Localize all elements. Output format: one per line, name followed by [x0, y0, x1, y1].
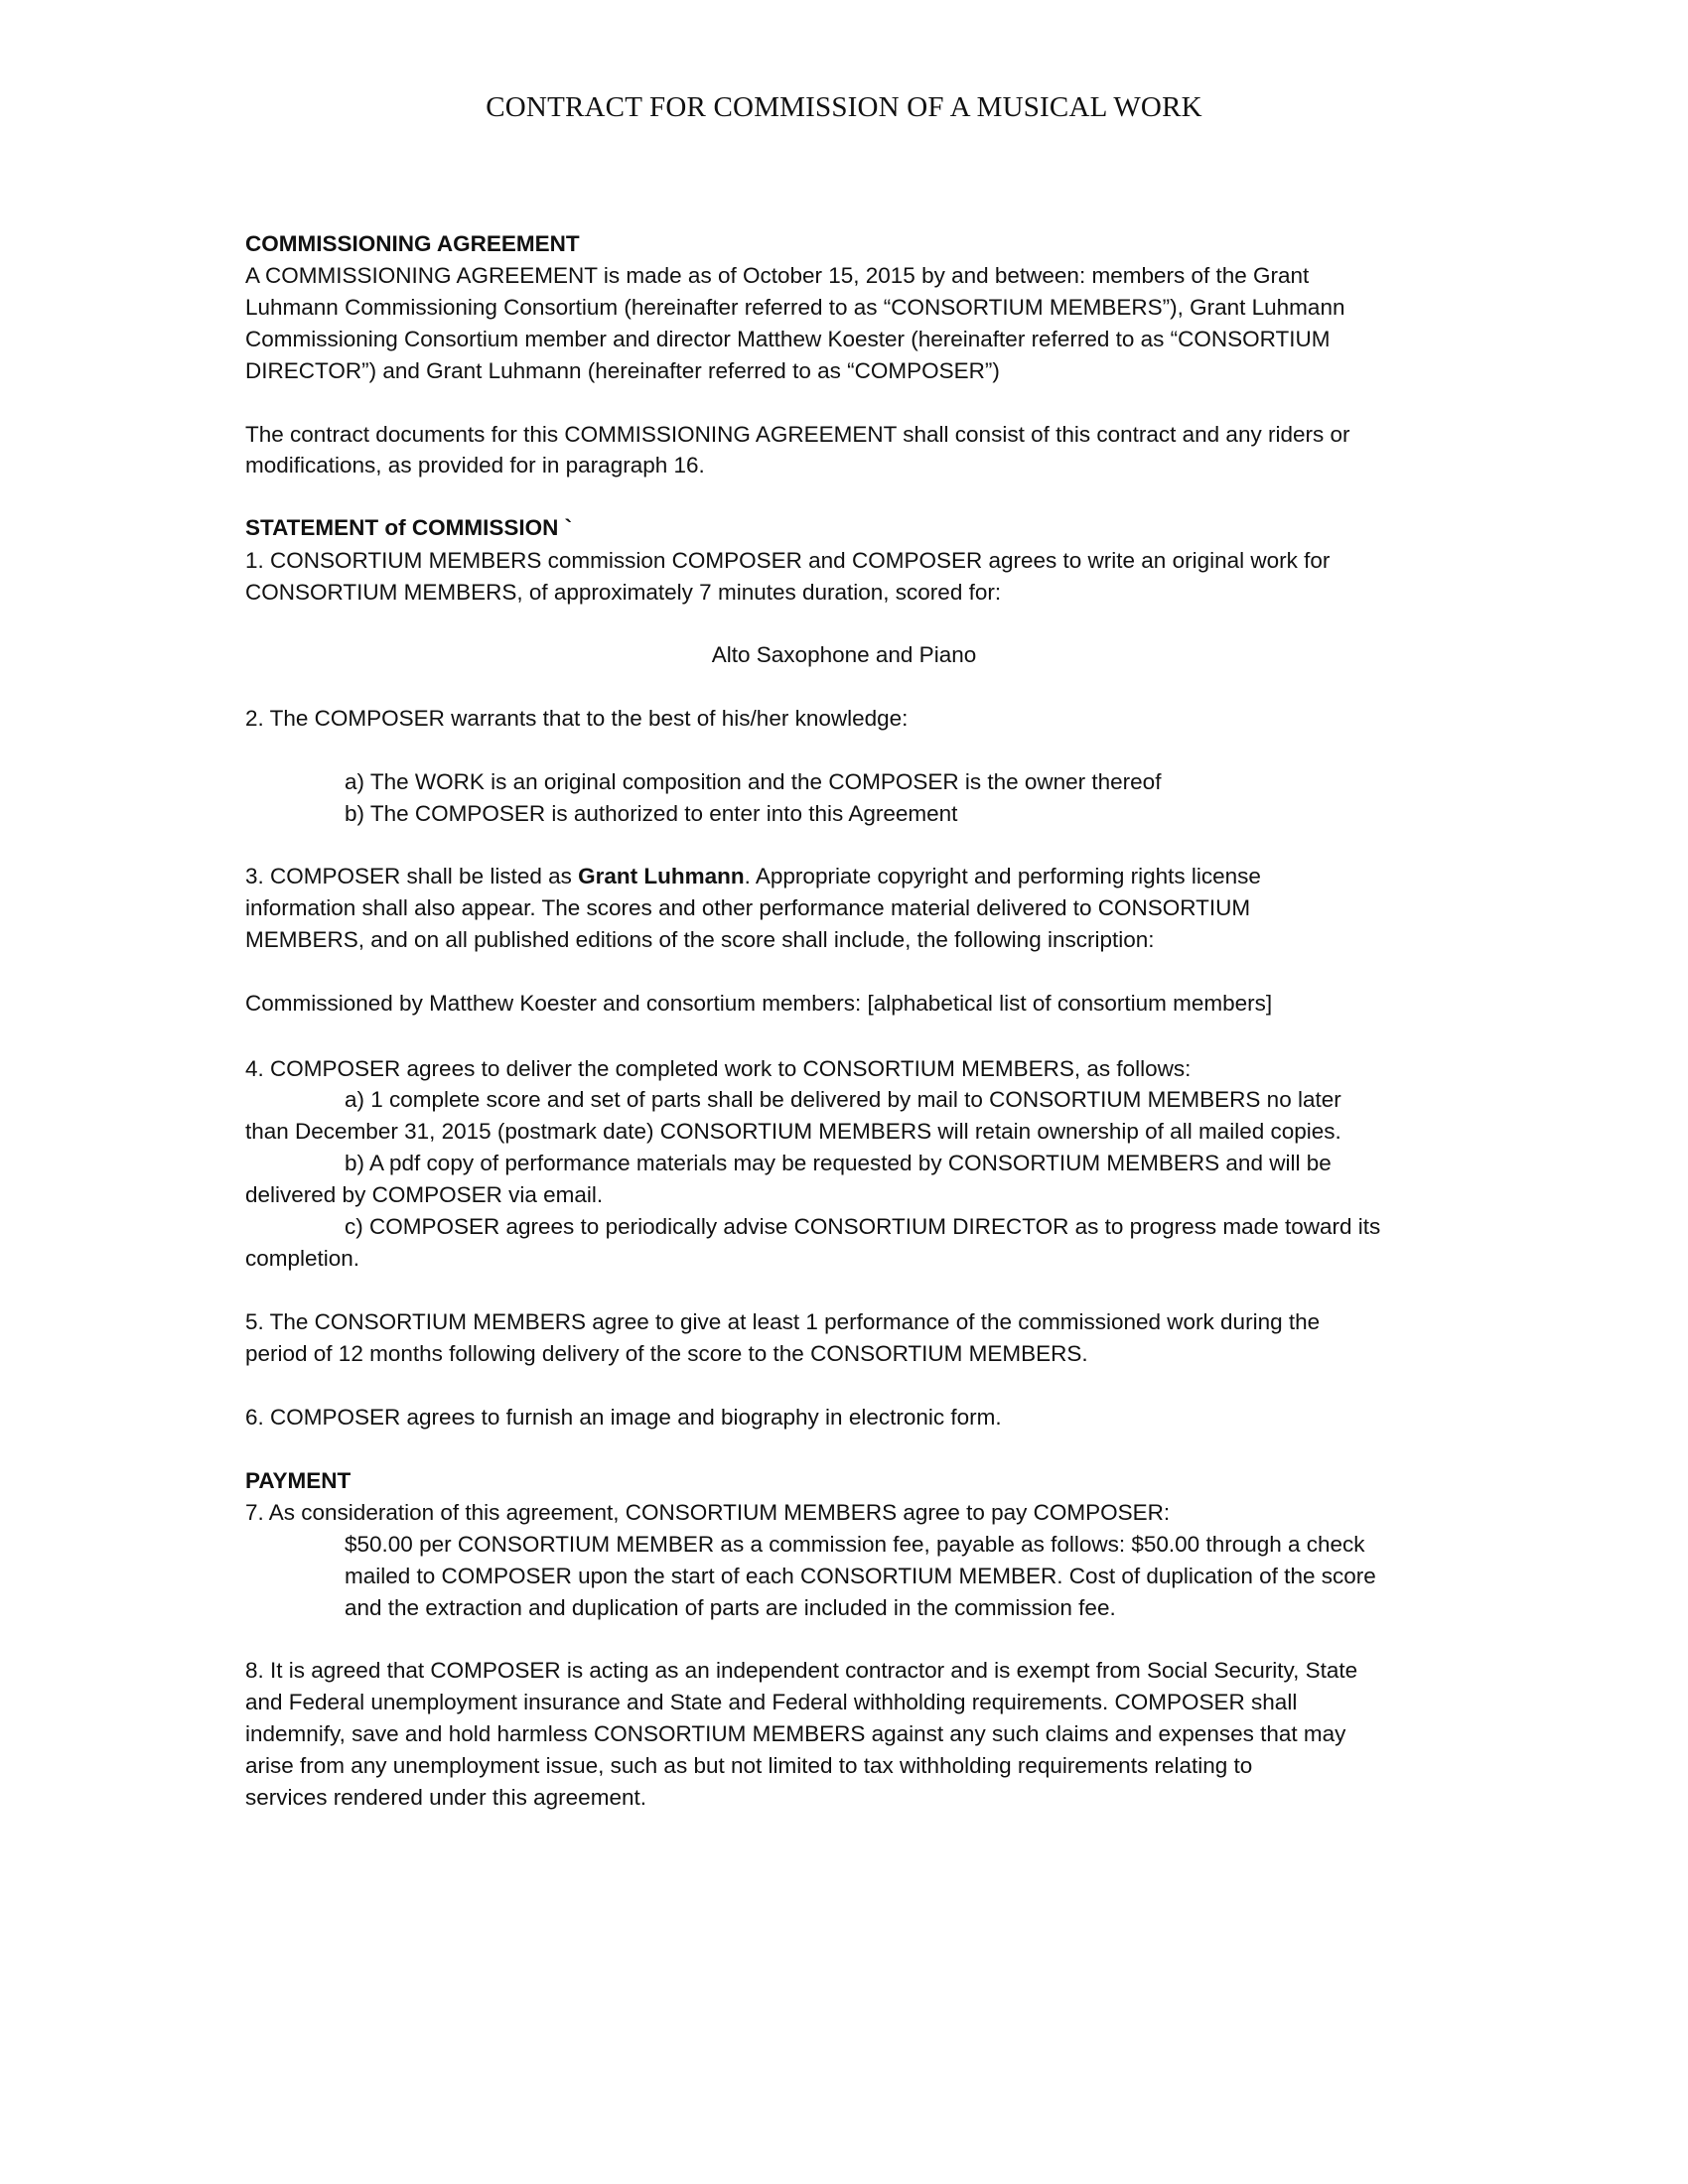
- item8-line: 8. It is agreed that COMPOSER is acting as an independent contractor and is exempt from Social Security, State: [245, 1658, 1358, 1683]
- item7-line: and the extraction and duplication of parts are included in the commission fee.: [345, 1595, 1116, 1620]
- item2-line: 2. The COMPOSER warrants that to the best of his/her knowledge:: [245, 706, 909, 731]
- item8-line: services rendered under this agreement.: [245, 1785, 646, 1810]
- item4-line: than December 31, 2015 (postmark date) CONSORTIUM MEMBERS will retain ownership of all mailed copies.: [245, 1119, 1341, 1144]
- item4-line: c) COMPOSER agrees to periodically advise CONSORTIUM DIRECTOR as to progress made toward its: [345, 1214, 1381, 1239]
- item7-line: $50.00 per CONSORTIUM MEMBER as a commission fee, payable as follows: $50.00 through a check: [345, 1532, 1365, 1557]
- intro-line: Commissioning Consortium member and director Matthew Koester (hereinafter referred to as “CONSORTIUM: [245, 327, 1331, 351]
- item4-line: delivered by COMPOSER via email.: [245, 1182, 604, 1207]
- documents-line: The contract documents for this COMMISSIONING AGREEMENT shall consist of this contract and any riders or: [245, 422, 1350, 447]
- section-heading-payment: PAYMENT: [245, 1468, 352, 1493]
- item3-line: MEMBERS, and on all published editions of the score shall include, the following inscription:: [245, 927, 1155, 952]
- item8-line: arise from any unemployment issue, such as but not limited to tax withholding requirements relating to: [245, 1753, 1253, 1778]
- item8-line: indemnify, save and hold harmless CONSORTIUM MEMBERS against any such claims and expenses that may: [245, 1721, 1346, 1746]
- intro-line: DIRECTOR”) and Grant Luhmann (hereinafter referred to as “COMPOSER”): [245, 358, 1000, 383]
- intro-line: Luhmann Commissioning Consortium (hereinafter referred to as “CONSORTIUM MEMBERS”), Grant Luhmann: [245, 295, 1345, 320]
- document-title: CONTRACT FOR COMMISSION OF A MUSICAL WORK: [486, 91, 1202, 123]
- item1-line: 1. CONSORTIUM MEMBERS commission COMPOSER and COMPOSER agrees to write an original work for: [245, 548, 1331, 573]
- item7-line: mailed to COMPOSER upon the start of each CONSORTIUM MEMBER. Cost of duplication of the score: [345, 1564, 1376, 1588]
- instrumentation: Alto Saxophone and Piano: [711, 642, 977, 667]
- item8-line: and Federal unemployment insurance and State and Federal withholding requirements. COMPOSER shall: [245, 1690, 1298, 1714]
- intro-line: A COMMISSIONING AGREEMENT is made as of October 15, 2015 by and between: members of the Grant: [245, 263, 1310, 288]
- item4-line: completion.: [245, 1246, 360, 1271]
- item4-line: 4. COMPOSER agrees to deliver the completed work to CONSORTIUM MEMBERS, as follows:: [245, 1056, 1192, 1081]
- item5-line: 5. The CONSORTIUM MEMBERS agree to give at least 1 performance of the commissioned work during the: [245, 1309, 1321, 1334]
- item3-line: information shall also appear. The scores and other performance material delivered to CONSORTIUM: [245, 895, 1251, 920]
- section-heading-commissioning: COMMISSIONING AGREEMENT: [245, 231, 580, 256]
- documents-line: modifications, as provided for in paragraph 16.: [245, 453, 705, 478]
- item3-post: . Appropriate copyright and performing rights license: [744, 864, 1261, 888]
- item4-line: a) 1 complete score and set of parts shall be delivered by mail to CONSORTIUM MEMBERS no later: [345, 1087, 1341, 1112]
- item2-sub: a) The WORK is an original composition and the COMPOSER is the owner thereof: [345, 769, 1162, 794]
- item3-line: [245, 861, 1261, 892]
- item6-line: 6. COMPOSER agrees to furnish an image and biography in electronic form.: [245, 1405, 1002, 1430]
- item3-pre: 3. COMPOSER shall be listed as: [245, 864, 579, 888]
- item1-line: CONSORTIUM MEMBERS, of approximately 7 minutes duration, scored for:: [245, 580, 1002, 605]
- item5-line: period of 12 months following delivery of the score to the CONSORTIUM MEMBERS.: [245, 1341, 1088, 1366]
- item7-line: 7. As consideration of this agreement, CONSORTIUM MEMBERS agree to pay COMPOSER:: [245, 1500, 1171, 1525]
- item4-line: b) A pdf copy of performance materials may be requested by CONSORTIUM MEMBERS and will be: [345, 1151, 1332, 1175]
- section-heading-statement: STATEMENT of COMMISSION `: [245, 515, 573, 540]
- composer-name: Grant Luhmann: [578, 864, 745, 888]
- item2-sub: b) The COMPOSER is authorized to enter into this Agreement: [345, 801, 958, 826]
- inscription: Commissioned by Matthew Koester and consortium members: [alphabetical list of consortium members]: [245, 991, 1273, 1016]
